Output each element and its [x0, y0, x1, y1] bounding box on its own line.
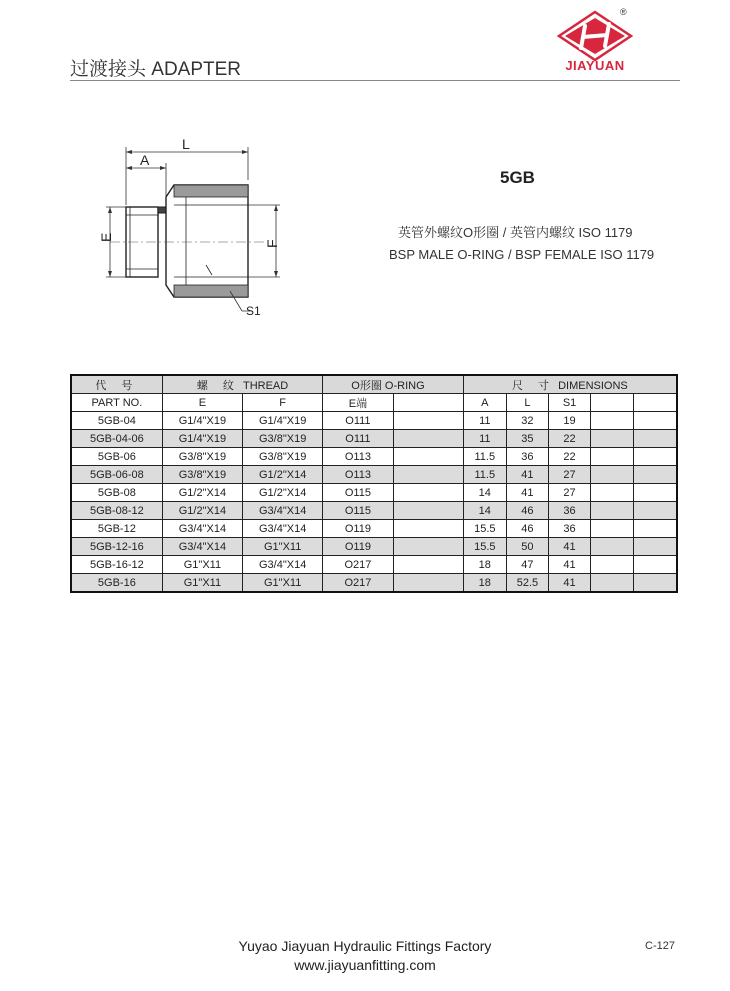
table-group-header-row — [71, 375, 677, 394]
label-e: E — [98, 232, 114, 242]
footer-company: Yuyao Jiayuan Hydraulic Fittings Factory — [238, 938, 492, 954]
cell-a: 18 — [463, 574, 506, 593]
cell-part: 5GB-08-12 — [71, 502, 162, 520]
cell-blank — [634, 466, 677, 484]
cell-blank — [634, 556, 677, 574]
cell-blank — [634, 448, 677, 466]
adapter-drawing — [90, 135, 300, 325]
cell-part: 5GB-12 — [71, 520, 162, 538]
group-header-dimensions: 尺 寸 DIMENSIONS — [463, 375, 677, 394]
table-row — [71, 448, 677, 466]
table-column-header-row — [71, 394, 677, 412]
cell-blank — [634, 574, 677, 593]
cell-blank — [591, 556, 634, 574]
cell-oring: O217 — [323, 574, 393, 593]
cell-blank — [393, 412, 463, 430]
cell-part: 5GB-06-08 — [71, 466, 162, 484]
cell-blank — [591, 466, 634, 484]
page-title: 过渡接头 ADAPTER — [70, 59, 242, 80]
cell-blank — [634, 502, 677, 520]
cell-a: 11 — [463, 412, 506, 430]
cell-blank — [591, 520, 634, 538]
col-header-f: F — [243, 394, 323, 412]
cell-a: 14 — [463, 502, 506, 520]
cell-l: 46 — [506, 520, 548, 538]
col-header-blank — [591, 394, 634, 412]
cell-blank — [634, 430, 677, 448]
cell-blank — [634, 538, 677, 556]
col-header-a: A — [463, 394, 506, 412]
cell-blank — [393, 574, 463, 593]
cell-oring: O217 — [323, 556, 393, 574]
cell-blank — [634, 484, 677, 502]
cell-blank — [393, 448, 463, 466]
registered-mark: ® — [620, 7, 627, 17]
cell-part: 5GB-16-12 — [71, 556, 162, 574]
model-number: 5GB — [500, 168, 535, 187]
label-f: F — [264, 239, 280, 248]
cell-oring: O113 — [323, 448, 393, 466]
cell-s1: 41 — [548, 574, 590, 593]
cell-blank — [393, 430, 463, 448]
cell-a: 18 — [463, 556, 506, 574]
table-row — [71, 502, 677, 520]
cell-e: G3/4"X14 — [162, 520, 242, 538]
footer-url: www.jiayuanfitting.com — [294, 957, 436, 973]
table-row — [71, 520, 677, 538]
table-row — [71, 466, 677, 484]
cell-f: G1"X11 — [243, 538, 323, 556]
cell-blank — [634, 412, 677, 430]
cell-e: G1/2"X14 — [162, 502, 242, 520]
cell-l: 36 — [506, 448, 548, 466]
table-row — [71, 484, 677, 502]
cell-blank — [634, 520, 677, 538]
table-row — [71, 556, 677, 574]
cell-oring: O111 — [323, 412, 393, 430]
cell-f: G3/8"X19 — [243, 448, 323, 466]
cell-s1: 19 — [548, 412, 590, 430]
cell-s1: 36 — [548, 520, 590, 538]
cell-e: G3/8"X19 — [162, 448, 242, 466]
cell-l: 46 — [506, 502, 548, 520]
cell-s1: 27 — [548, 484, 590, 502]
cell-blank — [393, 538, 463, 556]
cell-s1: 22 — [548, 448, 590, 466]
cell-e: G1/4"X19 — [162, 430, 242, 448]
cell-e: G3/4"X14 — [162, 538, 242, 556]
cell-l: 41 — [506, 466, 548, 484]
description-cn: 英管外螺纹O形圈 / 英管内螺纹 ISO 1179 — [398, 225, 633, 240]
col-header-part: PART NO. — [71, 394, 162, 412]
cell-s1: 22 — [548, 430, 590, 448]
cell-s1: 41 — [548, 556, 590, 574]
cell-l: 35 — [506, 430, 548, 448]
brand-name: JIAYUAN — [565, 58, 625, 73]
cell-f: G3/4"X14 — [243, 520, 323, 538]
cell-a: 11 — [463, 430, 506, 448]
cell-oring: O113 — [323, 466, 393, 484]
cell-s1: 27 — [548, 466, 590, 484]
cell-oring: O115 — [323, 502, 393, 520]
cell-a: 14 — [463, 484, 506, 502]
cell-l: 52.5 — [506, 574, 548, 593]
cell-e: G1"X11 — [162, 574, 242, 593]
cell-a: 15.5 — [463, 538, 506, 556]
cell-blank — [393, 484, 463, 502]
table-row — [71, 430, 677, 448]
col-header-e: E — [162, 394, 242, 412]
cell-oring: O115 — [323, 484, 393, 502]
cell-part: 5GB-08 — [71, 484, 162, 502]
cell-oring: O119 — [323, 520, 393, 538]
cell-part: 5GB-06 — [71, 448, 162, 466]
cell-oring: O119 — [323, 538, 393, 556]
cell-a: 11.5 — [463, 448, 506, 466]
cell-blank — [591, 412, 634, 430]
page-number: C-127 — [645, 940, 675, 952]
cell-blank — [393, 502, 463, 520]
label-l: L — [182, 136, 190, 152]
group-header-thread: 螺 纹 THREAD — [162, 375, 323, 394]
cell-e: G1"X11 — [162, 556, 242, 574]
col-header-s1: S1 — [548, 394, 590, 412]
cell-part: 5GB-12-16 — [71, 538, 162, 556]
cell-blank — [393, 556, 463, 574]
cell-f: G3/8"X19 — [243, 430, 323, 448]
col-header-l: L — [506, 394, 548, 412]
cell-f: G1/4"X19 — [243, 412, 323, 430]
cell-blank — [591, 574, 634, 593]
group-header-part: 代 号 — [71, 375, 162, 394]
cell-e: G1/2"X14 — [162, 484, 242, 502]
cell-f: G1/2"X14 — [243, 484, 323, 502]
cell-blank — [591, 430, 634, 448]
cell-e: G1/4"X19 — [162, 412, 242, 430]
cell-oring: O111 — [323, 430, 393, 448]
cell-s1: 36 — [548, 502, 590, 520]
cell-blank — [393, 520, 463, 538]
cell-part: 5GB-04-06 — [71, 430, 162, 448]
table-row — [71, 412, 677, 430]
cell-blank — [591, 448, 634, 466]
cell-part: 5GB-04 — [71, 412, 162, 430]
col-header-blank — [634, 394, 677, 412]
cell-l: 32 — [506, 412, 548, 430]
description-en: BSP MALE O-RING / BSP FEMALE ISO 1179 — [389, 247, 655, 262]
cell-f: G1/2"X14 — [243, 466, 323, 484]
header-divider — [70, 80, 680, 81]
cell-e: G3/8"X19 — [162, 466, 242, 484]
cell-l: 50 — [506, 538, 548, 556]
cell-f: G1"X11 — [243, 574, 323, 593]
label-a: A — [140, 152, 150, 168]
col-header-blank — [393, 394, 463, 412]
cell-blank — [591, 502, 634, 520]
cell-l: 41 — [506, 484, 548, 502]
cell-blank — [591, 538, 634, 556]
group-header-oring: O形圈 O-RING — [323, 375, 463, 394]
cell-blank — [591, 484, 634, 502]
table-row — [71, 574, 677, 593]
col-header-oring-e: E端 — [323, 394, 393, 412]
cell-blank — [393, 466, 463, 484]
spec-table — [70, 374, 678, 593]
cell-a: 15.5 — [463, 520, 506, 538]
table-row — [71, 538, 677, 556]
cell-l: 47 — [506, 556, 548, 574]
cell-f: G3/4"X14 — [243, 556, 323, 574]
cell-a: 11.5 — [463, 466, 506, 484]
cell-part: 5GB-16 — [71, 574, 162, 593]
cell-f: G3/4"X14 — [243, 502, 323, 520]
label-s1: S1 — [246, 304, 261, 318]
cell-s1: 41 — [548, 538, 590, 556]
